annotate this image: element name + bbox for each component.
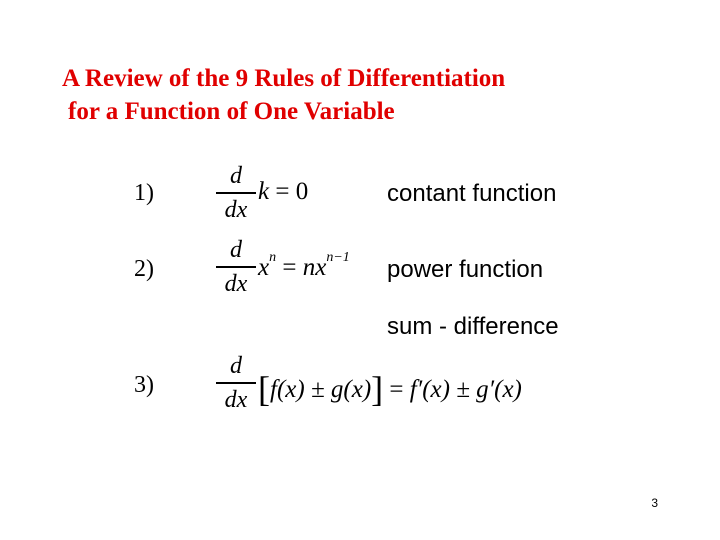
- fraction-bar: [216, 266, 256, 268]
- expr-lhs: k: [258, 178, 270, 205]
- rule-number: 2): [134, 256, 154, 282]
- rule-number: 1): [134, 180, 154, 206]
- expr-rhs: f′(x) ± g′(x): [409, 376, 522, 403]
- derivative-numerator: d: [230, 353, 242, 379]
- derivative-denominator: dx: [224, 271, 248, 297]
- expr-equals: =: [282, 254, 297, 281]
- derivative-operator: [216, 164, 256, 222]
- rule-name: power function: [387, 256, 544, 283]
- rule-name: sum - difference: [387, 313, 559, 340]
- expr-sum: f(x) ± g(x): [270, 376, 372, 403]
- page-number: 3: [651, 496, 658, 510]
- derivative-numerator: d: [230, 163, 242, 189]
- expr-exponent: n: [269, 250, 277, 265]
- derivative-denominator: dx: [224, 387, 248, 413]
- close-bracket: ]: [371, 369, 384, 409]
- slide-title: [62, 62, 505, 128]
- expr-equals: =: [389, 376, 404, 403]
- expr-rhs-exponent: n−1: [326, 250, 350, 265]
- expr-equals: = 0: [275, 178, 309, 205]
- fraction-bar: [216, 192, 256, 194]
- expr-rhs: nx: [302, 254, 327, 281]
- rule-name: contant function: [387, 180, 557, 207]
- rule-expression: [258, 364, 522, 409]
- rule-expression: [258, 178, 308, 206]
- title-line-2: for a Function of One Variable: [68, 98, 395, 125]
- derivative-operator: [216, 354, 256, 412]
- rule-expression: [258, 250, 350, 282]
- derivative-operator: [216, 238, 256, 296]
- fraction-bar: [216, 382, 256, 384]
- derivative-numerator: d: [230, 237, 242, 263]
- derivative-denominator: dx: [224, 197, 248, 223]
- expr-base: x: [258, 254, 270, 281]
- title-line-1: A Review of the 9 Rules of Differentiation: [62, 65, 506, 92]
- open-bracket: [: [258, 369, 270, 409]
- rule-number: 3): [134, 372, 154, 398]
